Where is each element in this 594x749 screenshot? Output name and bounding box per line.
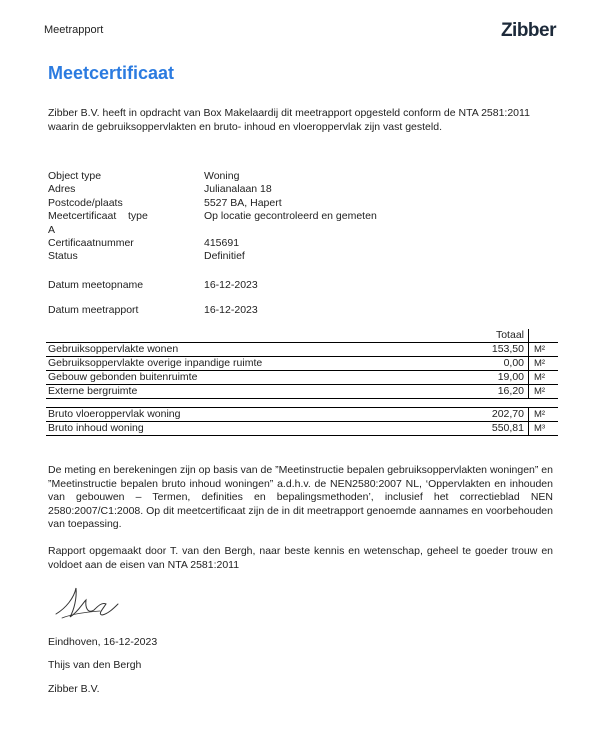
row-value: 0,00 (456, 357, 529, 371)
info-label: Meetcertificaat type (48, 210, 148, 223)
info-value: Woning (204, 170, 240, 182)
signer-name: Thijs van den Bergh (48, 659, 142, 671)
meetrapport-date-row (48, 304, 258, 316)
row-label: Bruto vloeroppervlak woning (46, 408, 456, 422)
table-row (46, 343, 558, 357)
row-unit: M³ (529, 422, 559, 436)
meetrapport-label: Datum meetrapport (48, 304, 139, 316)
place-date: Eindhoven, 16-12-2023 (48, 636, 158, 648)
info-value: 415691 (204, 236, 240, 249)
total-header: Totaal (456, 329, 529, 343)
methodology-paragraph: De meting en berekeningen zijn op basis van de ”Meetinstructie bepalen gebruiksoppervlakten woningen” en ”Meetinstructie bepalen bruto inhoud woningen” a.d.h.v. de NEN2580:2007 NL, ‘Oppervlakten en inhouden van gebouwen – Termen, definities en bepalingsmethoden’, inclusief het correctieblad NEN 2580:2007/C1:2008. Op dit meetcertificaat zijn de in dit meetrapport genoemde aannames en voorbehouden van toepassing. (48, 464, 553, 530)
meetopname-value: 16-12-2023 (204, 279, 258, 291)
table-row (46, 422, 558, 436)
signature-image (52, 584, 124, 624)
table-row (46, 371, 558, 385)
info-value: Definitief (204, 250, 245, 263)
info-label: Status (48, 250, 78, 263)
meetrapport-value: 16-12-2023 (204, 304, 258, 316)
row-label: Gebouw gebonden buitenruimte (46, 371, 456, 385)
row-unit: M² (529, 385, 559, 399)
row-value: 19,00 (456, 371, 529, 385)
report-header-label: Meetrapport (44, 24, 104, 36)
row-label: Externe bergruimte (46, 385, 456, 399)
info-label: Adres (48, 183, 76, 196)
info-value: Julianalaan 18 (204, 183, 272, 196)
zibber-logo: Zibber (500, 20, 556, 41)
row-value: 550,81 (456, 422, 529, 436)
row-unit: M² (529, 357, 559, 371)
row-label: Gebruiksoppervlakte wonen (46, 343, 456, 357)
row-label: Bruto inhoud woning (46, 422, 456, 436)
row-value: 202,70 (456, 408, 529, 422)
meetopname-label: Datum meetopname (48, 279, 144, 291)
row-unit: M² (529, 408, 559, 422)
meetopname-date-row (48, 279, 258, 291)
row-value: 16,20 (456, 385, 529, 399)
info-label: Postcode/plaats (48, 196, 123, 209)
row-label: Gebruiksoppervlakte overige inpandige ruimte (46, 357, 456, 371)
row-value: 153,50 (456, 343, 529, 357)
page-title: Meetcertificaat (48, 63, 175, 83)
info-value: 5527 BA, Hapert (204, 196, 282, 209)
surface-table (46, 329, 558, 436)
info-value: Op locatie gecontroleerd en gemeten (204, 210, 377, 223)
company-name: Zibber B.V. (48, 683, 100, 695)
row-unit: M² (529, 343, 559, 357)
report-author-paragraph: Rapport opgemaakt door T. van den Bergh, naar beste kennis en wetenschap, geheel te goeder trouw en voldoet aan de eisen van NTA 2581:2011 (48, 545, 553, 571)
info-label: A (48, 223, 56, 236)
row-unit: M² (529, 371, 559, 385)
table-row (46, 357, 558, 371)
info-label: Object type (48, 170, 102, 182)
info-label: Certificaatnummer (48, 236, 134, 249)
table-header-row (46, 329, 558, 343)
table-row (46, 385, 558, 399)
intro-paragraph: Zibber B.V. heeft in opdracht van Box Makelaardij dit meetrapport opgesteld conform de NTA 2581:2011 waarin de gebruiksoppervlakten en bruto- inhoud en vloeroppervlak zijn vast gesteld. (48, 107, 530, 133)
table-row (46, 408, 558, 422)
